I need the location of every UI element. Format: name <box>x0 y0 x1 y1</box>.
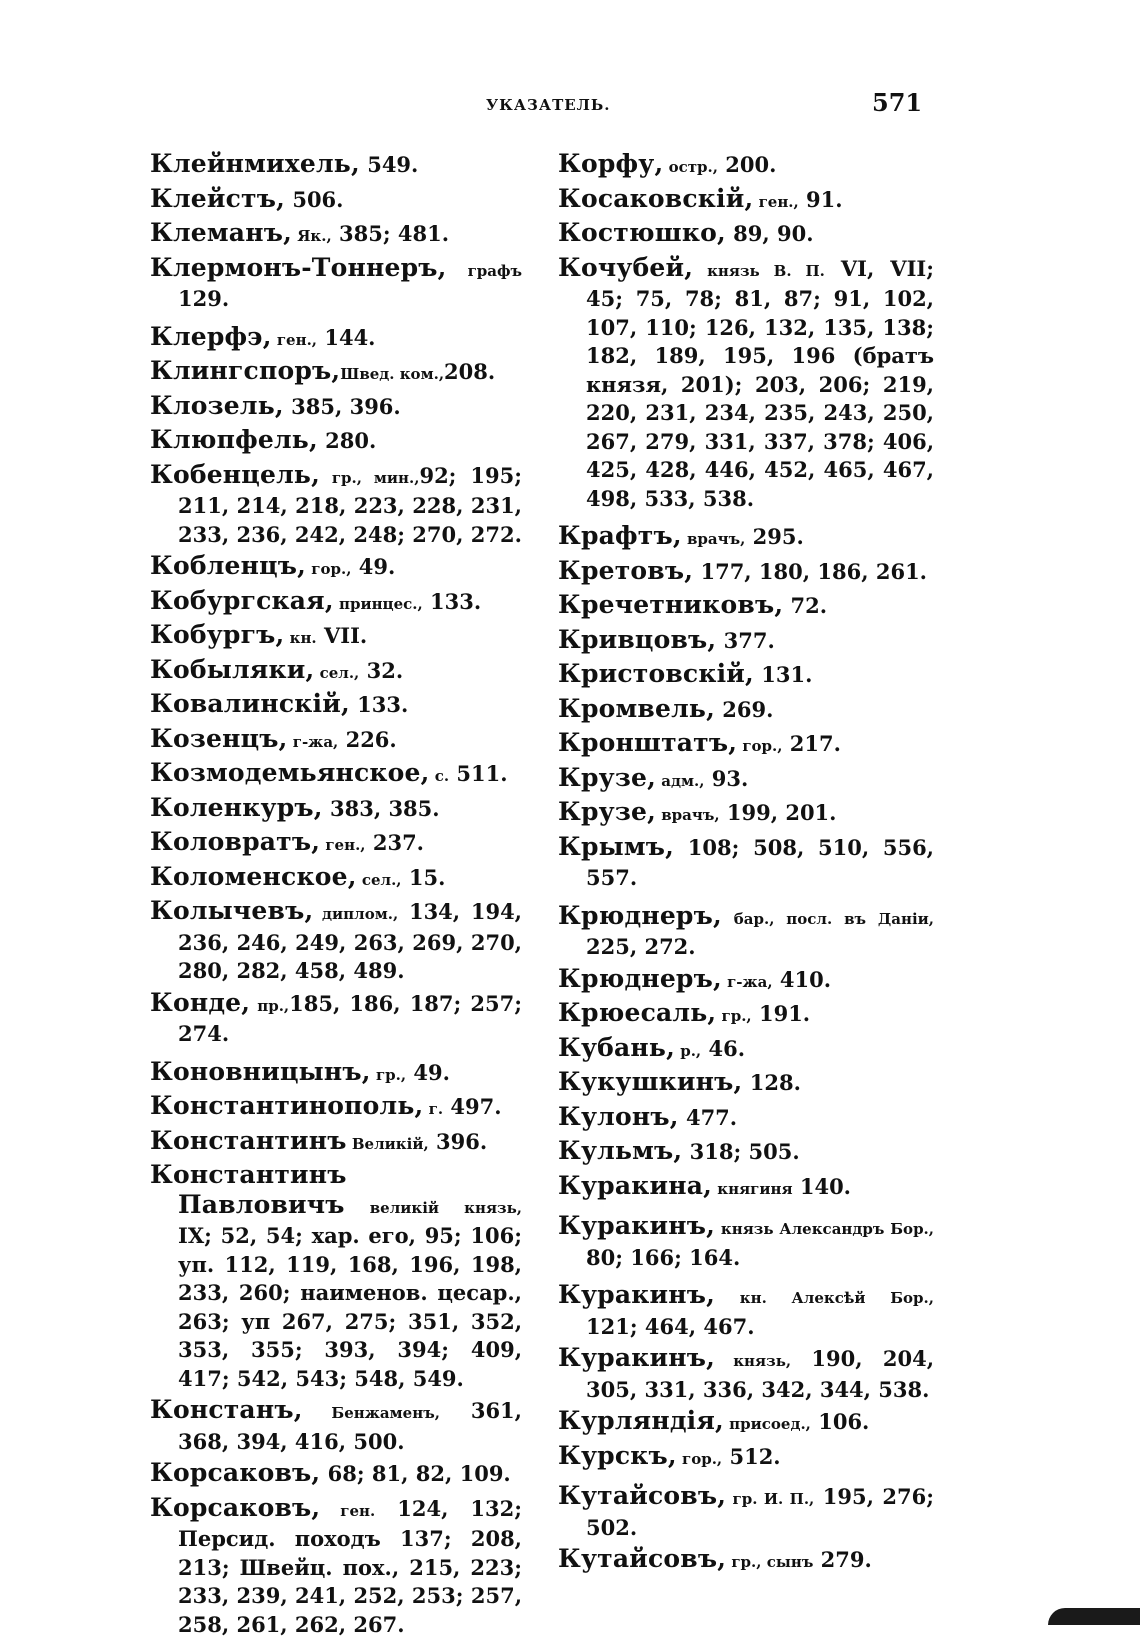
entry-pages: 385, 396. <box>283 393 401 419</box>
index-entry <box>150 1127 522 1159</box>
entry-headword: Кульмъ, <box>558 1136 683 1165</box>
entry-qualifier: ген., <box>271 330 318 349</box>
entry-pages: 385; 481. <box>331 221 450 246</box>
index-entry <box>558 1103 934 1135</box>
entry-pages: 32. <box>359 657 404 683</box>
entry-headword: Константинополь, <box>150 1091 424 1120</box>
index-entry <box>558 902 934 962</box>
entry-qualifier: князь Александръ Бор., <box>715 1220 934 1238</box>
entry-headword: Кромвель, <box>558 693 715 723</box>
entry-pages: 191. <box>751 1001 811 1026</box>
index-entry <box>558 1344 934 1404</box>
entry-pages: 195, 276; 502. <box>586 1484 935 1540</box>
entry-pages: 89, 90. <box>725 221 814 246</box>
index-entry <box>150 357 522 389</box>
index-entry <box>150 863 522 895</box>
entry-pages: 410. <box>772 966 832 992</box>
entry-qualifier: г-жа, <box>287 732 339 751</box>
page-number: 571 <box>872 88 923 117</box>
entry-pages: 477. <box>678 1104 738 1130</box>
index-entry <box>150 1161 522 1393</box>
entry-qualifier: сел., <box>314 663 360 682</box>
entry-qualifier: гор., <box>737 737 783 755</box>
entry-qualifier: ген., <box>753 192 799 211</box>
entry-qualifier: гр., <box>370 1065 407 1084</box>
index-entry <box>150 219 522 251</box>
entry-pages: 15. <box>401 864 446 890</box>
index-entry <box>150 828 522 860</box>
entry-headword: Крафтъ, <box>558 521 682 550</box>
entry-headword: Коленкуръ, <box>150 792 323 822</box>
entry-pages: 49. <box>351 554 396 579</box>
entry-pages: VI, VII; 45; 75, 78; 81, 87; 91, 102, 107, 110; 126, 132, 135, 138; 182, 189, 195, 196 (братъ князя, 201); 203, 206; 219, 220, 231, 234, 235, 243, 250, 267, 279, 331, 337, 378; 406, 425, 428, 446, 452, 465, 467, 498, 533, 538. <box>586 255 934 511</box>
entry-qualifier: гр., <box>716 1007 752 1025</box>
entry-headword: Крузе, <box>558 797 656 826</box>
entry-qualifier: Бенжаменъ, <box>302 1404 440 1422</box>
entry-headword: Клейнмихель, <box>150 149 360 178</box>
index-entry <box>558 1212 934 1272</box>
entry-headword: Корфу, <box>558 149 664 178</box>
entry-headword: Клерфэ, <box>150 321 272 351</box>
entry-qualifier: великій князь, <box>344 1198 522 1217</box>
entry-qualifier: ген. <box>320 1501 376 1520</box>
entry-pages: 124, 132; Персид. походъ 137; 208, 213; Швейц. пох., 215, 223; 233, 239, 241, 252, 253; 257, 258, 261, 262, 267. <box>178 1495 522 1637</box>
entry-headword: Кулонъ, <box>558 1101 679 1131</box>
entry-headword: Косаковскій, <box>558 183 754 213</box>
index-entry <box>150 794 522 826</box>
entry-qualifier: с. <box>429 767 450 785</box>
entry-qualifier: князь, <box>715 1352 792 1370</box>
index-column-right <box>558 150 934 1580</box>
index-entry <box>558 798 934 830</box>
entry-headword: Конде, <box>150 987 251 1017</box>
entry-headword: Курскъ, <box>558 1440 677 1470</box>
entry-pages: 133. <box>422 588 482 614</box>
entry-qualifier: гр., сынъ <box>726 1553 814 1571</box>
entry-headword: Крузе, <box>558 762 656 792</box>
entry-pages: 134, 194, 236, 246, 249, 263, 269, 270, 280, 282, 458, 489. <box>178 899 522 983</box>
index-entry <box>150 552 522 584</box>
entry-headword: Клейстъ, <box>150 183 286 213</box>
entry-pages: 269. <box>715 696 774 722</box>
index-entry <box>150 1058 522 1090</box>
entry-headword: Константинъ Павловичъ <box>150 1160 347 1219</box>
entry-pages: 190, 204, 305, 331, 336, 342, 344, 538. <box>586 1346 935 1402</box>
entry-qualifier: врачъ, <box>656 806 720 824</box>
entry-qualifier: адм., <box>656 771 705 790</box>
entry-headword: Констанъ, <box>150 1395 303 1424</box>
entry-headword: Кобургская, <box>150 585 334 615</box>
entry-qualifier: графъ <box>446 261 522 280</box>
entry-headword: Кобленцъ, <box>150 551 307 580</box>
index-entry <box>558 1172 934 1204</box>
entry-qualifier: ген., <box>320 836 366 854</box>
index-entry <box>558 1482 934 1542</box>
entry-headword: Крымъ, <box>558 831 675 861</box>
scan-edge-smudge <box>1048 1608 1140 1625</box>
entry-pages: 140. <box>792 1173 851 1199</box>
entry-headword: Кобургъ, <box>150 620 285 649</box>
entry-pages: IX; 52, 54; хар. его, 95; 106; уп. 112, 119, 168, 196, 198, 233, 260; наименов. цесар., 263; уп 267, 275; 351, 352, 353, 355; 393, 394; 409, 417; 542, 543; 548, 549. <box>178 1223 522 1391</box>
index-entry <box>558 150 934 182</box>
entry-qualifier: Як., <box>291 227 332 245</box>
entry-pages: 121; 464, 467. <box>586 1313 755 1339</box>
running-head: УКАЗАТЕЛЬ. <box>486 96 611 114</box>
entry-pages: 129. <box>178 286 230 311</box>
index-entry <box>150 587 522 619</box>
entry-qualifier: гр. И. П., <box>726 1490 815 1508</box>
entry-pages: 199, 201. <box>719 800 837 825</box>
entry-pages: VII. <box>316 623 368 648</box>
entry-pages: 128. <box>742 1070 801 1095</box>
entry-pages: 280. <box>317 428 377 453</box>
index-entry <box>558 1545 934 1577</box>
entry-headword: Корсаковъ, <box>150 1492 321 1522</box>
index-entry <box>150 392 522 424</box>
entry-headword: Кретовъ, <box>558 555 694 585</box>
entry-qualifier: диплом., <box>313 905 399 923</box>
index-column-left <box>150 150 522 1642</box>
index-entry <box>558 219 934 251</box>
entry-pages: 92; 195; 211, 214, 218, 223, 228, 231, 233, 236, 242, 248; 270, 272. <box>178 462 522 547</box>
entry-headword: Кубань, <box>558 1032 675 1062</box>
entry-headword: Курляндія, <box>558 1406 724 1435</box>
entry-headword: Кречетниковъ, <box>558 590 784 619</box>
entry-pages: 497. <box>443 1094 502 1119</box>
entry-qualifier: г. <box>423 1100 444 1118</box>
entry-headword: Крюднеръ, <box>558 963 722 993</box>
entry-pages: 511. <box>449 761 508 786</box>
entry-qualifier: кн. <box>284 629 317 647</box>
entry-pages: 226. <box>338 726 397 752</box>
index-entry <box>558 626 934 658</box>
entry-headword: Клингспоръ, <box>150 356 341 385</box>
entry-pages: 185, 186, 187; 257; 274. <box>178 990 522 1046</box>
entry-pages: 208. <box>444 359 496 384</box>
entry-qualifier: Швед. ком., <box>340 365 445 383</box>
entry-pages: 106. <box>810 1409 870 1434</box>
entry-qualifier: г-жа, <box>721 972 773 991</box>
entry-pages: 225, 272. <box>586 934 696 959</box>
entry-headword: Кутайсовъ, <box>558 1544 727 1573</box>
index-entry <box>150 1459 522 1491</box>
index-entry <box>558 1034 934 1066</box>
entry-pages: 91. <box>798 186 843 212</box>
entry-headword: Кочубей, <box>558 252 694 282</box>
entry-headword: Коновницынъ, <box>150 1056 371 1086</box>
index-entry <box>150 461 522 550</box>
index-entry <box>558 1281 934 1341</box>
index-entry <box>150 323 522 355</box>
index-entry <box>150 185 522 217</box>
index-entry <box>150 759 522 791</box>
index-entry <box>558 695 934 727</box>
entry-pages: 549. <box>359 152 419 177</box>
entry-headword: Кронштатъ, <box>558 728 738 757</box>
entry-pages: 383, 385. <box>322 795 440 821</box>
entry-pages: 46. <box>701 1035 746 1061</box>
index-entry <box>558 999 934 1031</box>
index-entry <box>150 1092 522 1124</box>
entry-headword: Кобыляки, <box>150 654 315 684</box>
entry-pages: 295. <box>745 524 804 549</box>
entry-headword: Клермонъ-Тоннеръ, <box>150 252 447 282</box>
entry-pages: 144. <box>317 324 376 350</box>
entry-headword: Кобенцель, <box>150 459 320 489</box>
entry-headword: Ковалинскій, <box>150 689 350 718</box>
entry-pages: 377. <box>716 627 775 653</box>
entry-headword: Коловратъ, <box>150 827 321 856</box>
index-entry <box>150 725 522 757</box>
entry-pages: 396. <box>428 1128 488 1154</box>
entry-qualifier: пр., <box>250 996 290 1015</box>
index-entry <box>150 426 522 458</box>
entry-qualifier: принцес., <box>333 594 423 613</box>
index-entry <box>558 522 934 554</box>
index-entry <box>150 989 522 1049</box>
entry-pages: 131. <box>753 662 813 687</box>
entry-headword: Козмодемьянское, <box>150 758 430 787</box>
index-entry <box>558 185 934 217</box>
index-entry <box>150 1494 522 1640</box>
entry-headword: Кукушкинъ, <box>558 1067 743 1096</box>
entry-qualifier: р., <box>675 1041 702 1060</box>
index-entry <box>150 897 522 986</box>
entry-headword: Константинъ <box>150 1125 347 1155</box>
entry-headword: Куракина, <box>558 1170 713 1200</box>
index-entry <box>150 656 522 688</box>
entry-headword: Куракинъ, <box>558 1211 716 1240</box>
entry-qualifier: князь В. П. <box>693 261 825 280</box>
entry-headword: Кутайсовъ, <box>558 1481 727 1510</box>
entry-headword: Клозель, <box>150 390 284 420</box>
entry-qualifier: гор., <box>306 560 352 578</box>
entry-pages: 72. <box>783 593 828 618</box>
index-entry <box>558 254 934 514</box>
index-entry <box>558 965 934 997</box>
entry-headword: Коломенское, <box>150 861 357 891</box>
entry-qualifier: Великій, <box>346 1134 429 1153</box>
entry-headword: Крюднеръ, <box>558 900 722 930</box>
entry-qualifier: гр., мин., <box>319 468 420 487</box>
entry-headword: Козенцъ, <box>150 723 288 753</box>
entry-qualifier: присоед., <box>723 1415 811 1433</box>
index-entry <box>558 591 934 623</box>
entry-qualifier: остр., <box>663 158 718 176</box>
index-entry <box>150 1396 522 1456</box>
entry-pages: 108; 508, 510, 556, 557. <box>586 834 934 890</box>
index-entry <box>558 1442 934 1474</box>
entry-pages: 506. <box>285 186 344 212</box>
index-entry <box>150 621 522 653</box>
entry-pages: 279. <box>813 1547 872 1572</box>
entry-qualifier: бар., посл. въ Даніи, <box>721 909 934 928</box>
entry-qualifier: гор., <box>676 1449 723 1468</box>
entry-headword: Колычевъ, <box>150 896 314 925</box>
entry-pages: 177, 180, 186, 261. <box>693 558 927 584</box>
index-entry <box>558 557 934 589</box>
entry-qualifier: княгиня <box>712 1179 793 1198</box>
entry-pages: 93. <box>704 765 749 791</box>
entry-headword: Корсаковъ, <box>150 1458 321 1487</box>
entry-headword: Костюшко, <box>558 218 726 247</box>
entry-pages: 49. <box>406 1059 450 1085</box>
entry-headword: Кривцовъ, <box>558 624 717 654</box>
index-entry <box>558 729 934 761</box>
page-header <box>0 88 1140 122</box>
entry-pages: 217. <box>782 731 841 756</box>
entry-qualifier: врачъ, <box>681 530 746 548</box>
index-entry <box>150 150 522 182</box>
index-entry <box>558 1068 934 1100</box>
index-entry <box>558 833 934 893</box>
entry-pages: 237. <box>365 830 424 855</box>
index-entry <box>558 1137 934 1169</box>
entry-pages: 133. <box>349 692 409 717</box>
entry-pages: 361, 368, 394, 416, 500. <box>178 1398 522 1454</box>
entry-pages: 80; 166; 164. <box>586 1244 741 1270</box>
entry-pages: 68; 81, 82, 109. <box>320 1461 511 1486</box>
index-entry <box>150 690 522 722</box>
entry-headword: Кристовскій, <box>558 659 754 688</box>
entry-headword: Крюесаль, <box>558 998 717 1027</box>
entry-pages: 512. <box>722 1443 781 1469</box>
index-entry <box>558 1407 934 1439</box>
index-entry <box>150 254 522 314</box>
entry-headword: Куракинъ, <box>558 1343 716 1372</box>
entry-qualifier: кн. Алексѣй Бор., <box>715 1289 934 1307</box>
index-entry <box>558 764 934 796</box>
entry-headword: Клюпфель, <box>150 425 318 454</box>
entry-pages: 318; 505. <box>682 1139 800 1164</box>
entry-pages: 200. <box>717 152 777 177</box>
entry-headword: Куракинъ, <box>558 1280 716 1309</box>
entry-headword: Клеманъ, <box>150 218 292 247</box>
entry-qualifier: сел., <box>356 870 402 889</box>
index-entry <box>558 660 934 692</box>
